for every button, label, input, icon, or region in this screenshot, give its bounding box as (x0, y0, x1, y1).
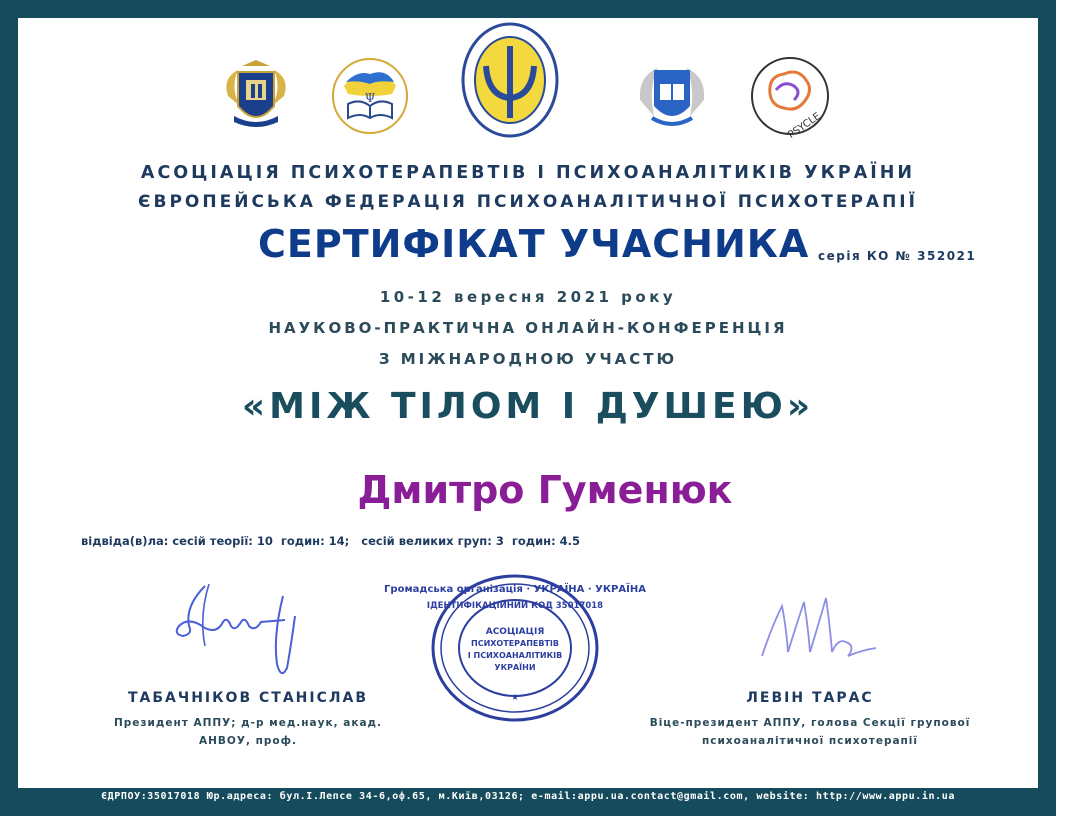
university-crest-logo (218, 58, 294, 134)
seal-center-line-3: І ПСИХОАНАЛІТИКІВ (467, 651, 563, 660)
organization-seal (384, 574, 646, 722)
right-signer-role-line-2: психоаналітичної психотерапії (702, 735, 918, 747)
participant-name: Дмитро Гуменюк (357, 468, 733, 512)
ukraine-map-book-logo (330, 56, 410, 136)
left-signer-role-line-2: АНВОУ, проф. (199, 735, 297, 747)
psycle-logo (748, 54, 832, 142)
right-signature-image (752, 586, 902, 676)
conference-type-line-1: НАУКОВО-ПРАКТИЧНА ОНЛАЙН-КОНФЕРЕНЦІЯ (268, 319, 788, 337)
attendance-summary: відвіда(в)ла: сесій теорії: 10 годин: 14; сесій великих груп: 3 годин: 4.5 (81, 534, 581, 548)
seal-ring-text: Громадська організація · УКРАЇНА · УКРАЇНА (384, 584, 646, 595)
right-signer-block (640, 690, 980, 750)
seal-center-line-2: ПСИХОТЕРАПЕВТІВ (471, 639, 559, 648)
conference-type-line-2: З МІЖНАРОДНОЮ УЧАСТЮ (378, 350, 678, 368)
org-line-1: АСОЦІАЦІЯ ПСИХОТЕРАПЕВТІВ І ПСИХОАНАЛІТИКІВ УКРАЇНИ (140, 163, 916, 183)
certificate-title: СЕРТИФІКАТ УЧАСНИКА (258, 222, 810, 266)
conference-title: «МІЖ ТІЛОМ І ДУШЕЮ» (241, 386, 815, 427)
certificate-series: серія КО № 352021 (818, 249, 977, 263)
left-signature-image (165, 576, 315, 686)
institute-book-emblem-logo (632, 60, 712, 136)
left-signer-role-line-1: Президент АППУ; д-р мед.наук, акад. (113, 717, 383, 729)
svg-text:★: ★ (510, 693, 520, 703)
footer-contacts: ЄДРПОУ:35017018 Юр.адреса: бул.І.Лепсе 34-6,оф.65, м.Київ,03126; e-mail:appu.ua.contact@gmail.com, website: http://www.appu.in.ua (100, 791, 956, 802)
seal-center-line-1: АСОЦІАЦІЯ (485, 627, 545, 637)
seal-center-line-4: УКРАЇНИ (494, 663, 536, 672)
right-signer-role-line-1: Віце-президент АППУ, голова Секції групової (649, 717, 971, 729)
svg-text:Ψ: Ψ (364, 91, 376, 105)
psycle-label: PSYCLE (786, 110, 823, 142)
appu-psi-logo (460, 20, 560, 140)
left-signer-name: ТАБАЧНІКОВ СТАНІСЛАВ (127, 690, 368, 706)
right-signer-name: ЛЕВІН ТАРАС (746, 690, 874, 706)
org-line-2: ЄВРОПЕЙСЬКА ФЕДЕРАЦІЯ ПСИХОАНАЛІТИЧНОЇ ПСИХОТЕРАПІЇ (138, 192, 918, 212)
left-signer-block (90, 690, 406, 750)
seal-code-text: ІДЕНТИФІКАЦІЙНИЙ КОД 35017018 (426, 601, 604, 611)
conference-dates: 10-12 вересня 2021 року (379, 288, 677, 306)
